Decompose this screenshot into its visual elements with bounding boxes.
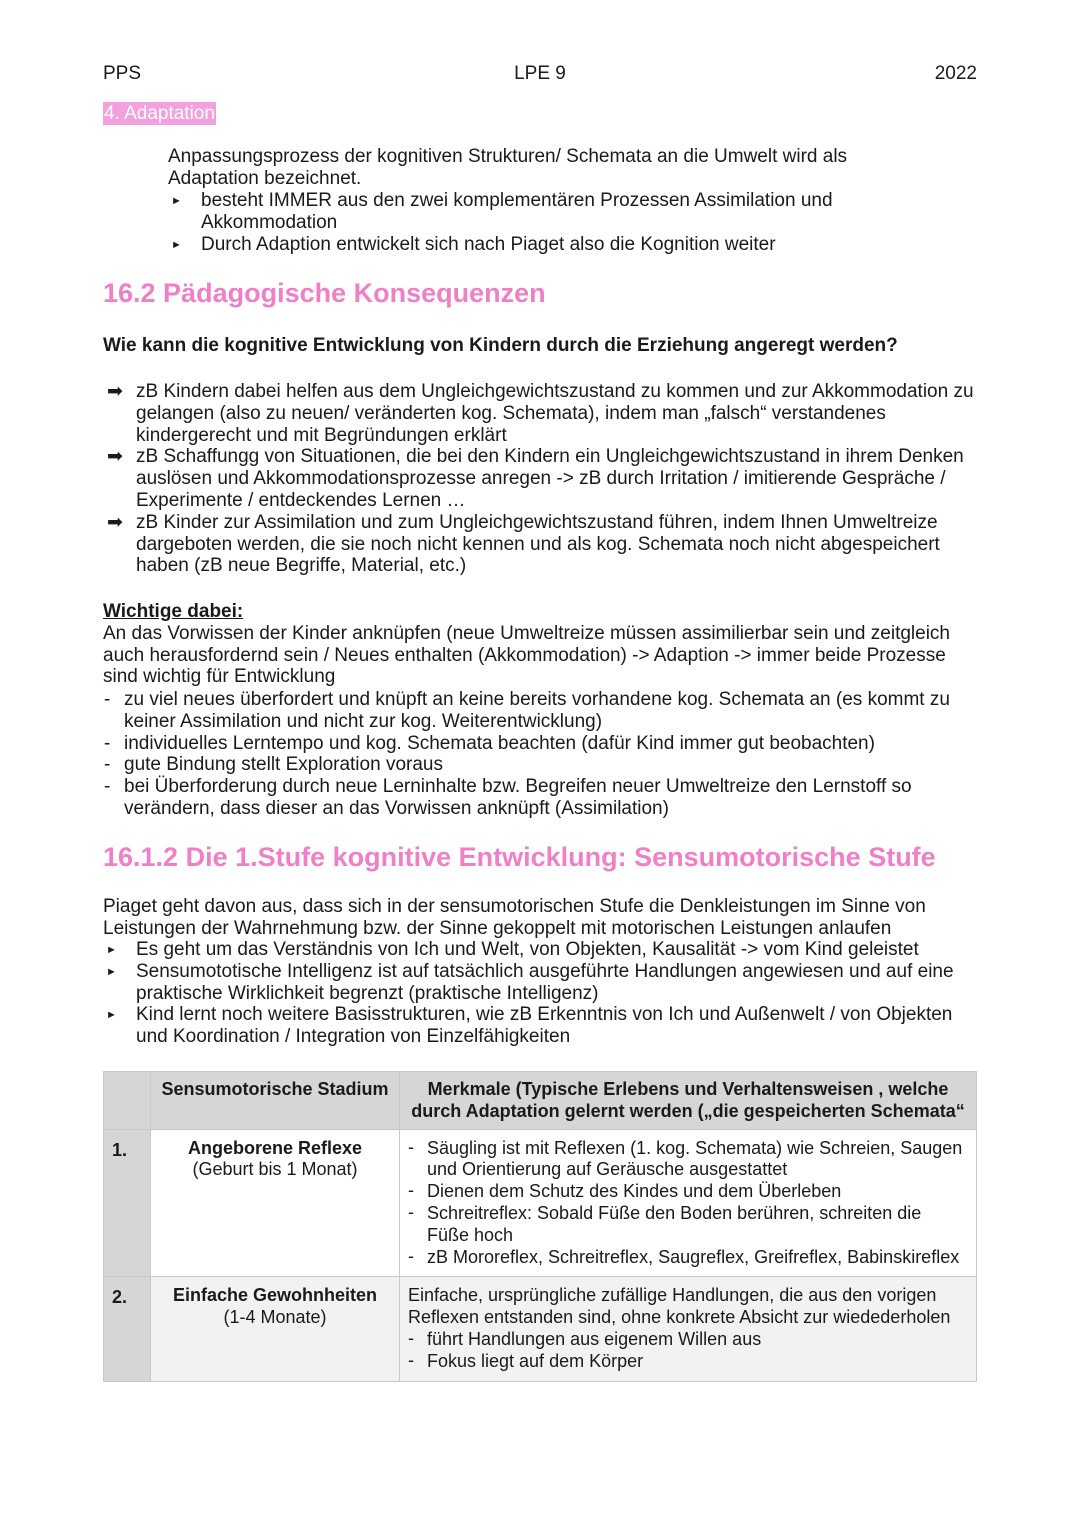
heading-paedagogische-konsequenzen: 16.2 Pädagogische Konsequenzen (103, 278, 546, 308)
header-subject: PPS (103, 63, 142, 84)
dash-bullet-icon: - (104, 689, 111, 710)
dash-list (104, 689, 977, 820)
stage-cell (151, 1277, 400, 1381)
list-item: ► Es geht um das Verständnis von Ich und Welt, von Objekten, Kausalität -> vom Kind geleistet (106, 939, 919, 960)
dash-bullet-icon: - (408, 1180, 414, 1201)
list-item: - Dienen dem Schutz des Kindes und dem Überleben (408, 1180, 842, 1202)
header-unit: LPE 9 (514, 63, 566, 84)
important-block (103, 601, 977, 688)
list-item: - Schreitreflex: Sobald Füße den Boden berühren, schreiten die Füße hoch (408, 1201, 922, 1245)
dash-bullet-icon: - (408, 1327, 414, 1348)
features-list (408, 1138, 968, 1269)
header-year: 2022 (934, 63, 977, 84)
dash-bullet-icon: - (408, 1201, 414, 1222)
triangle-bullet-icon: ► (106, 1009, 117, 1022)
features-cell (400, 1129, 977, 1277)
stage-name: Angeborene Reflexe (187, 1137, 363, 1158)
list-item: ► Sensumototische Intelligenz ist auf tatsächlich ausgeführte Handlungen angewiesen und auf eine praktische Wirklichkeit begrenzt (praktische Intelligenz) (106, 960, 954, 1004)
list-item: - zB Mororeflex, Schreitreflex, Saugreflex, Greifreflex, Babinskireflex (408, 1245, 960, 1267)
list-item: - Fokus liegt auf dem Körper (408, 1349, 644, 1371)
list-item: ➡ zB Schaffungg von Situationen, die bei den Kindern ein Ungleichgewichtszustand in ihrem Denken auslösen und Akkommodationsprozesse anregen -> zB durch Irritation / imitierende Gespräche / Experimente / entdeckendes Lernen … (107, 446, 964, 511)
stage-cell (151, 1129, 400, 1277)
list-item: ➡ zB Kinder zur Assimilation und zum Ungleichgewichtszustand führen, indem Ihnen Umweltreize dargeboten werden, die sie noch nicht kennen und als kog. Schemata noch nicht abgespeichert haben (zB neue Begriffe, Material, etc.) (107, 511, 940, 577)
stage-age: (Geburt bis 1 Monat) (192, 1159, 358, 1180)
triangle-bullet-icon: ► (106, 944, 117, 956)
arrow-right-icon: ➡ (107, 511, 123, 533)
list-item: ➡ zB Kindern dabei helfen aus dem Ungleichgewichtszustand zu kommen und zur Akkommodation zu gelangen (also zu neuen/ veränderten kog. Schemata), indem man „falsch“ verstandenes kindergerecht und mit Begründungen erklärt (107, 381, 974, 446)
dash-bullet-icon: - (408, 1136, 414, 1157)
table-row (104, 1277, 977, 1381)
piaget-bullets (106, 939, 977, 1048)
table-header-features: Merkmale (Typische Erlebens und Verhaltensweisen , welche durch Adaptation gelernt werden („die gespeicherten Schemata“ (400, 1072, 977, 1130)
triangle-bullet-icon: ► (171, 238, 182, 251)
dash-bullet-icon: - (408, 1349, 414, 1370)
adaptation-bullets (171, 190, 891, 255)
table-header-row (104, 1072, 977, 1130)
table-row (104, 1129, 977, 1277)
features-cell (400, 1277, 977, 1381)
triangle-bullet-icon: ► (106, 965, 117, 978)
list-item: - bei Überforderung durch neue Lerninhalte bzw. Begreifen neuer Umweltreize den Lernstoff so verändern, dass dieser an das Vorwissen anknüpft (Assimilation) (104, 776, 912, 819)
arrow-right-icon: ➡ (107, 381, 123, 402)
triangle-bullet-icon: ► (171, 195, 182, 207)
list-item: - Säugling ist mit Reflexen (1. kog. Schemata) wie Schreien, Saugen und Orientierung auf Geräusche ausgestattet (408, 1136, 963, 1180)
features-intro: Einfache, ursprüngliche zufällige Handlungen, die aus den vorigen Reflexen entstanden sind, ohne konkrete Absicht zur wiedederholen (408, 1285, 951, 1328)
stage-table (103, 1071, 977, 1382)
section-tag-adaptation: 4. Adaptation (104, 103, 215, 124)
dash-bullet-icon: - (104, 754, 111, 776)
list-item: - individuelles Lerntempo und kog. Schemata beachten (dafür Kind immer gut beobachten) (104, 732, 875, 754)
list-item: ► besteht IMMER aus den zwei komplementären Prozessen Assimilation und Akkommodation (171, 190, 833, 233)
list-item: ► Kind lernt noch weitere Basisstrukturen, wie zB Erkenntnis von Ich und Außenwelt / von Objekten und Koordination / Integration von Einzelfähigkeiten (106, 1004, 953, 1048)
important-label: Wichtige dabei: (103, 601, 244, 622)
features-list (408, 1329, 968, 1373)
list-item: - führt Handlungen aus eigenem Willen aus (408, 1327, 762, 1349)
list-item: - gute Bindung stellt Exploration voraus (104, 754, 443, 776)
dash-bullet-icon: - (104, 732, 111, 754)
arrow-right-icon: ➡ (107, 446, 123, 468)
adaptation-intro-line-2: Adaptation bezeichnet. (168, 167, 362, 189)
arrow-list (107, 381, 977, 577)
question-heading: Wie kann die kognitive Entwicklung von Kindern durch die Erziehung angeregt werden? (103, 335, 898, 356)
list-item: - zu viel neues überfordert und knüpft an keine bereits vorhandene kog. Schemata an (es kommt zu keiner Assimilation und nicht zur kog. Weiterentwicklung) (104, 689, 950, 732)
heading-sensumotorische-stufe: 16.1.2 Die 1.Stufe kognitive Entwicklung: Sensumotorische Stufe (103, 842, 936, 872)
adaptation-intro (168, 146, 928, 190)
important-text: An das Vorwissen der Kinder anknüpfen (neue Umweltreize müssen assimilierbar sein und zeitgleich auch herausfordernd sein / Neues enthalten (Akkommodation) -> Adaption -> immer beide Prozesse sind wichtig für Entwicklung (103, 622, 950, 688)
piaget-text: Piaget geht davon aus, dass sich in der sensumotorischen Stufe die Denkleistungen im Sinne von Leistungen der Wahrnehmung bzw. der Sinne gekoppelt mit motorischen Leistungen anlaufen (103, 896, 926, 939)
adaptation-intro-line-1: Anpassungsprozess der kognitiven Strukturen/ Schemata an die Umwelt wird als (168, 146, 848, 167)
table-header-number (104, 1072, 151, 1130)
dash-bullet-icon: - (104, 776, 111, 798)
row-number: 1. (104, 1129, 151, 1277)
table-header-stage: Sensumotorische Stadium (151, 1072, 400, 1130)
stage-name: Einfache Gewohnheiten (172, 1285, 378, 1306)
dash-bullet-icon: - (408, 1245, 414, 1266)
stage-age: (1-4 Monate) (223, 1307, 327, 1328)
row-number: 2. (104, 1277, 151, 1381)
list-item: ► Durch Adaption entwickelt sich nach Piaget also die Kognition weiter (171, 233, 776, 255)
